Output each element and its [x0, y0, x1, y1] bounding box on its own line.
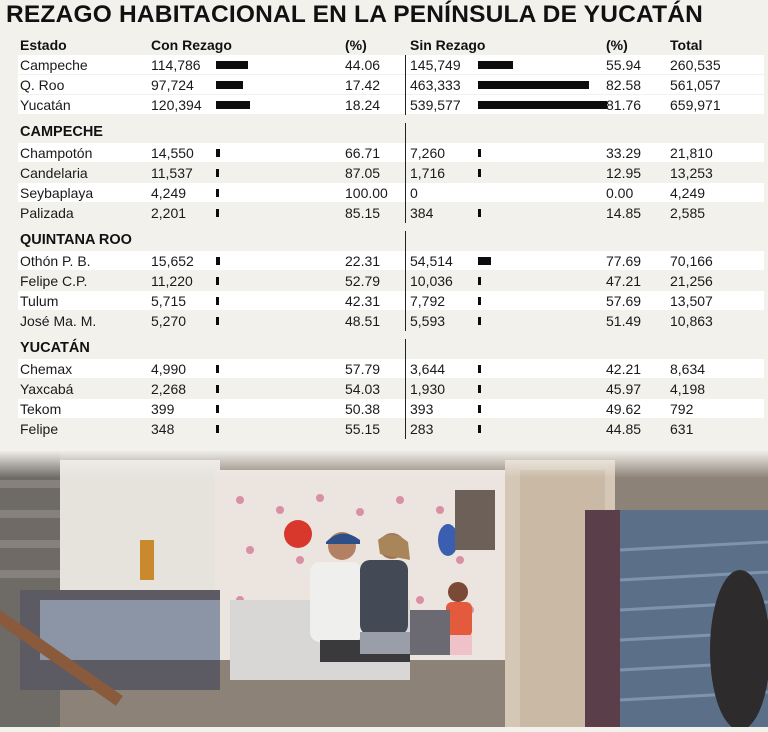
total-value: 21,810	[670, 145, 713, 161]
row-highlight	[18, 55, 764, 74]
con-rezago-bar	[216, 61, 248, 69]
row-highlight	[18, 183, 764, 202]
row-highlight	[18, 75, 764, 94]
column-divider	[405, 55, 406, 115]
row-name: Champotón	[20, 145, 93, 161]
sin-rezago-pct: 47.21	[606, 273, 642, 289]
sin-rezago-pct: 81.76	[606, 97, 642, 113]
con-rezago-pct: 22.31	[345, 253, 381, 269]
con-rezago-value: 97,724	[151, 77, 194, 93]
con-rezago-bar	[216, 81, 243, 89]
total-value: 13,507	[670, 293, 713, 309]
total-value: 659,971	[670, 97, 721, 113]
con-rezago-pct: 66.71	[345, 145, 381, 161]
column-divider	[405, 143, 406, 223]
sin-rezago-pct: 44.85	[606, 421, 642, 437]
row-name: Yucatán	[20, 97, 71, 113]
sin-rezago-bar	[478, 149, 481, 157]
con-rezago-bar	[216, 425, 219, 433]
row-highlight	[18, 399, 764, 418]
header-sin-pct: (%)	[606, 37, 628, 53]
con-rezago-bar	[216, 209, 219, 217]
con-rezago-pct: 100.00	[345, 185, 388, 201]
con-rezago-value: 2,201	[151, 205, 187, 221]
header-estado: Estado	[20, 37, 67, 53]
con-rezago-value: 11,537	[151, 165, 193, 181]
con-rezago-pct: 18.24	[345, 97, 381, 113]
sin-rezago-bar	[478, 209, 481, 217]
section-title: YUCATÁN	[20, 340, 90, 356]
sin-rezago-value: 54,514	[410, 253, 453, 269]
column-divider	[405, 231, 406, 251]
row-name: Campeche	[20, 57, 88, 73]
sin-rezago-pct: 51.49	[606, 313, 642, 329]
total-value: 4,249	[670, 185, 706, 201]
con-rezago-value: 4,249	[151, 185, 187, 201]
header-con-pct: (%)	[345, 37, 367, 53]
con-rezago-pct: 54.03	[345, 381, 381, 397]
total-value: 10,863	[670, 313, 713, 329]
sin-rezago-value: 5,593	[410, 313, 446, 329]
sin-rezago-pct: 14.85	[606, 205, 642, 221]
con-rezago-value: 11,220	[151, 273, 193, 289]
total-value: 4,198	[670, 381, 706, 397]
con-rezago-pct: 17.42	[345, 77, 381, 93]
column-divider	[405, 251, 406, 331]
con-rezago-value: 120,394	[151, 97, 202, 113]
total-value: 561,057	[670, 77, 721, 93]
sin-rezago-bar	[478, 277, 481, 285]
sin-rezago-pct: 77.69	[606, 253, 642, 269]
column-divider	[405, 339, 406, 359]
row-name: Tekom	[20, 401, 62, 417]
con-rezago-pct: 87.05	[345, 165, 381, 181]
total-value: 13,253	[670, 165, 713, 181]
sin-rezago-bar	[478, 101, 607, 109]
con-rezago-value: 5,715	[151, 293, 187, 309]
sin-rezago-bar	[478, 317, 481, 325]
total-value: 792	[670, 401, 694, 417]
con-rezago-bar	[216, 365, 219, 373]
sin-rezago-value: 283	[410, 421, 434, 437]
row-name: Tulum	[20, 293, 59, 309]
sin-rezago-value: 384	[410, 205, 434, 221]
sin-rezago-value: 10,036	[410, 273, 453, 289]
con-rezago-pct: 57.79	[345, 361, 381, 377]
sin-rezago-pct: 33.29	[606, 145, 642, 161]
con-rezago-pct: 44.06	[345, 57, 381, 73]
con-rezago-pct: 42.31	[345, 293, 381, 309]
sin-rezago-bar	[478, 61, 513, 69]
total-value: 21,256	[670, 273, 713, 289]
header-total: Total	[670, 37, 703, 53]
photo-family-home	[0, 450, 768, 727]
row-highlight	[18, 143, 764, 162]
con-rezago-value: 348	[151, 421, 175, 437]
section-title: CAMPECHE	[20, 124, 103, 140]
sin-rezago-pct: 12.95	[606, 165, 642, 181]
con-rezago-bar	[216, 277, 219, 285]
column-divider	[405, 359, 406, 439]
row-highlight	[18, 291, 764, 310]
sin-rezago-value: 463,333	[410, 77, 461, 93]
row-name: Felipe C.P.	[20, 273, 88, 289]
con-rezago-bar	[216, 169, 219, 177]
total-value: 8,634	[670, 361, 706, 377]
con-rezago-bar	[216, 405, 219, 413]
header-con-rezago: Con Rezago	[151, 37, 232, 53]
total-value: 260,535	[670, 57, 721, 73]
column-divider	[405, 123, 406, 143]
row-name: Palizada	[20, 205, 74, 221]
con-rezago-value: 2,268	[151, 381, 187, 397]
sin-rezago-value: 1,930	[410, 381, 446, 397]
row-name: Q. Roo	[20, 77, 65, 93]
sin-rezago-bar	[478, 297, 481, 305]
con-rezago-pct: 55.15	[345, 421, 381, 437]
total-value: 70,166	[670, 253, 713, 269]
con-rezago-value: 15,652	[151, 253, 194, 269]
sin-rezago-bar	[478, 257, 491, 265]
row-highlight	[18, 95, 764, 114]
row-name: Yaxcabá	[20, 381, 74, 397]
sin-rezago-pct: 57.69	[606, 293, 642, 309]
con-rezago-pct: 48.51	[345, 313, 381, 329]
photo-illustration	[0, 450, 768, 727]
con-rezago-value: 14,550	[151, 145, 194, 161]
sin-rezago-value: 7,260	[410, 145, 446, 161]
sin-rezago-value: 3,644	[410, 361, 446, 377]
sin-rezago-value: 7,792	[410, 293, 446, 309]
con-rezago-bar	[216, 385, 219, 393]
sin-rezago-pct: 55.94	[606, 57, 642, 73]
con-rezago-value: 4,990	[151, 361, 187, 377]
sin-rezago-bar	[478, 385, 481, 393]
sin-rezago-pct: 42.21	[606, 361, 642, 377]
sin-rezago-value: 0	[410, 185, 418, 201]
con-rezago-value: 114,786	[151, 57, 201, 73]
total-value: 2,585	[670, 205, 706, 221]
con-rezago-value: 399	[151, 401, 175, 417]
section-title: QUINTANA ROO	[20, 232, 132, 248]
sin-rezago-bar	[478, 365, 481, 373]
con-rezago-value: 5,270	[151, 313, 187, 329]
row-name: Seybaplaya	[20, 185, 94, 201]
row-name: Chemax	[20, 361, 73, 377]
con-rezago-pct: 85.15	[345, 205, 381, 221]
sin-rezago-value: 1,716	[410, 165, 446, 181]
con-rezago-bar	[216, 149, 220, 157]
con-rezago-pct: 52.79	[345, 273, 381, 289]
infographic-title: REZAGO HABITACIONAL EN LA PENÍNSULA DE YUCATÁN	[6, 1, 704, 28]
row-name: José Ma. M.	[20, 313, 97, 329]
sin-rezago-bar	[478, 405, 481, 413]
row-name: Felipe	[20, 421, 59, 437]
sin-rezago-pct: 0.00	[606, 185, 634, 201]
sin-rezago-bar	[478, 425, 481, 433]
sin-rezago-pct: 82.58	[606, 77, 642, 93]
con-rezago-bar	[216, 189, 219, 197]
con-rezago-pct: 50.38	[345, 401, 381, 417]
row-highlight	[18, 359, 764, 378]
con-rezago-bar	[216, 297, 219, 305]
con-rezago-bar	[216, 101, 250, 109]
row-name: Othón P. B.	[20, 253, 91, 269]
row-name: Candelaria	[20, 165, 88, 181]
sin-rezago-value: 393	[410, 401, 434, 417]
con-rezago-bar	[216, 257, 220, 265]
row-highlight	[18, 251, 764, 270]
sin-rezago-bar	[478, 81, 589, 89]
housing-table	[0, 32, 768, 450]
sin-rezago-bar	[478, 169, 481, 177]
sin-rezago-pct: 45.97	[606, 381, 642, 397]
sin-rezago-value: 145,749	[410, 57, 461, 73]
sin-rezago-pct: 49.62	[606, 401, 642, 417]
con-rezago-bar	[216, 317, 219, 325]
total-value: 631	[670, 421, 694, 437]
header-sin-rezago: Sin Rezago	[410, 37, 486, 53]
sin-rezago-value: 539,577	[410, 97, 461, 113]
